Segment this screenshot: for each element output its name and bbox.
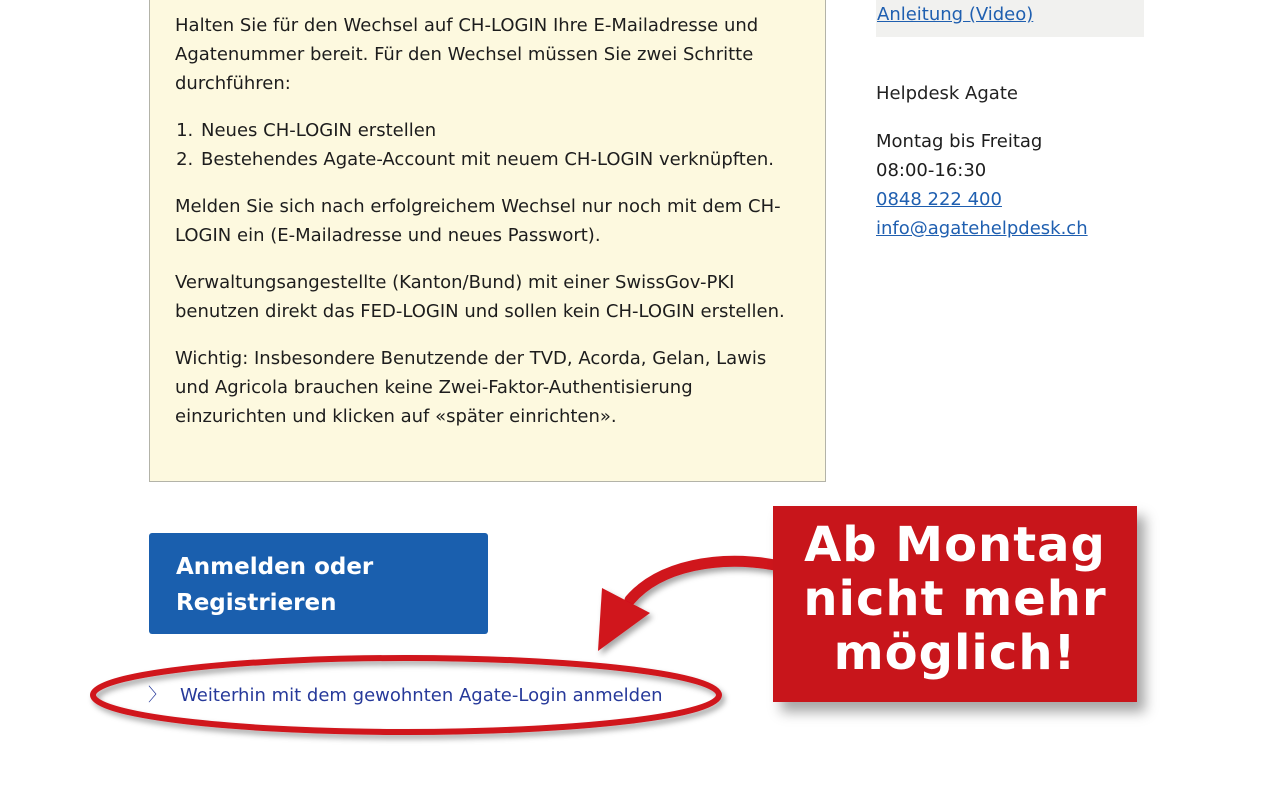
helpdesk-hours: 08:00-16:30	[876, 160, 987, 181]
info-box	[149, 0, 826, 482]
intro-text: Halten Sie für den Wechsel auf CH-LOGIN Ihre E-Mailadresse und Agatenummer bereit. Für den Wechsel müssen Sie zwei Schritte durchführen:	[175, 15, 759, 94]
sidebar	[876, 0, 1144, 243]
step-item: 1. Neues CH-LOGIN erstellen	[199, 116, 801, 145]
helpdesk-phone-link[interactable]: 0848 222 400	[876, 189, 1002, 210]
step-item: 2. Bestehendes Agate-Account mit neuem CH-LOGIN verknüpften.	[199, 145, 801, 174]
helpdesk-label: Helpdesk Agate	[876, 83, 1018, 104]
arrow-icon	[598, 561, 775, 651]
warning-callout	[773, 506, 1137, 702]
login-button-line2: Registrieren	[176, 590, 337, 616]
callout-line3: möglich!	[833, 625, 1077, 681]
chevron-right-icon: 〉	[148, 685, 166, 706]
helpdesk-days: Montag bis Freitag	[876, 131, 1043, 152]
video-guide-link[interactable]: Anleitung (Video)	[877, 4, 1034, 25]
login-or-register-button[interactable]	[149, 533, 488, 634]
admin-note-text: Verwaltungsangestellte (Kanton/Bund) mit einer SwissGov-PKI benutzen direkt das FED-LOGIN und sollen kein CH-LOGIN erstellen.	[175, 272, 785, 322]
steps-list	[175, 116, 801, 174]
callout-line2: nicht mehr	[803, 571, 1107, 627]
callout-line1: Ab Montag	[804, 517, 1106, 573]
video-link-box	[876, 0, 1144, 37]
legacy-agate-login-link[interactable]	[148, 684, 663, 708]
legacy-login-label: Weiterhin mit dem gewohnten Agate-Login anmelden	[180, 685, 663, 706]
login-button-line1: Anmelden oder	[176, 554, 374, 580]
after-change-text: Melden Sie sich nach erfolgreichem Wechsel nur noch mit dem CH-LOGIN ein (E-Mailadresse und neues Passwort).	[175, 196, 781, 246]
important-note-text: Wichtig: Insbesondere Benutzende der TVD, Acorda, Gelan, Lawis und Agricola brauchen keine Zwei-Faktor-Authentisierung einzurichten und klicken auf «später einrichten».	[175, 348, 767, 427]
helpdesk-email-link[interactable]: info@agatehelpdesk.ch	[876, 218, 1088, 239]
